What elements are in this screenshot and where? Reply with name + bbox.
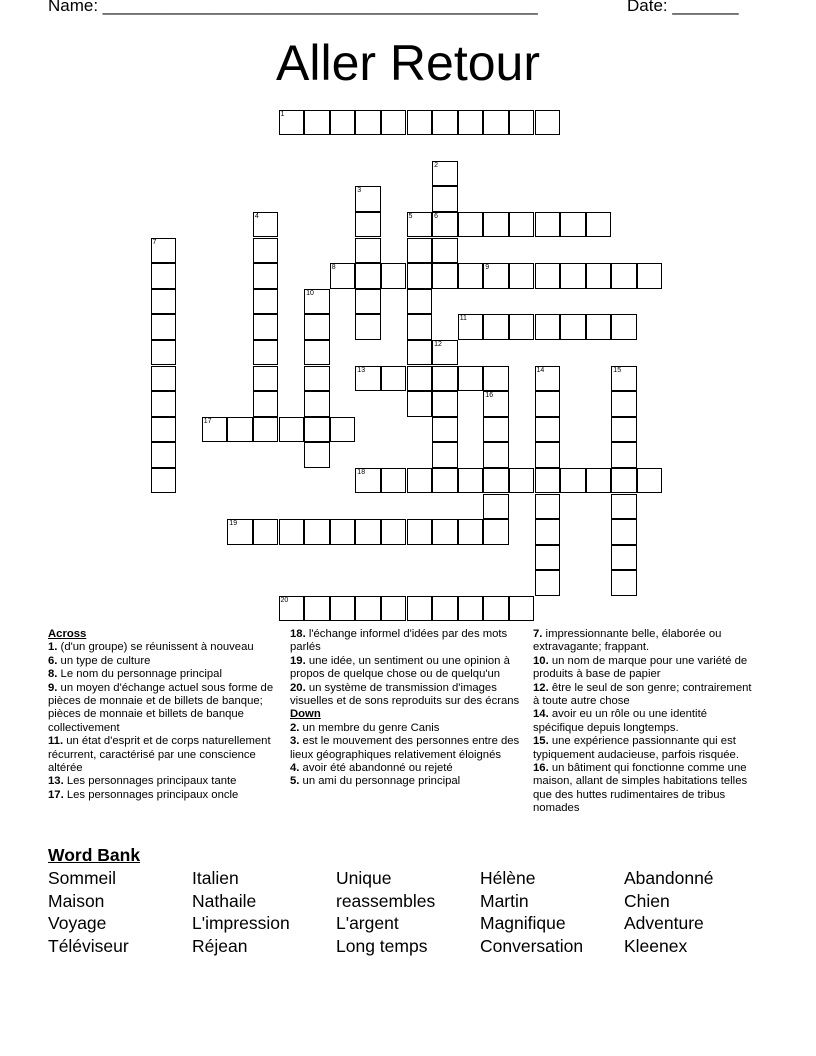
crossword-cell[interactable] (586, 212, 612, 238)
crossword-cell[interactable] (509, 110, 535, 136)
crossword-cell[interactable] (432, 391, 458, 417)
clue-text: un membre du genre Canis (299, 721, 440, 734)
clue-item (290, 762, 525, 775)
clue-number: 12. (533, 681, 549, 694)
crossword-cell[interactable] (151, 340, 177, 366)
clue-number: 20. (290, 681, 306, 694)
crossword-cell[interactable] (611, 314, 637, 340)
clue-text: avoir été abandonné ou rejeté (299, 762, 453, 775)
crossword-cell[interactable] (560, 314, 586, 340)
word-bank-word: Kleenex (624, 935, 688, 956)
crossword-cell[interactable] (407, 391, 433, 417)
crossword-cell[interactable] (483, 391, 509, 417)
clue-text: un bâtiment qui fonctionne comme une maison, allant de simples habitations telles que des huttes rudimentaires de tribus nomades (533, 762, 748, 815)
crossword-cell[interactable] (560, 468, 586, 494)
clue-number: 9. (48, 681, 58, 694)
word-bank-word: Unique (336, 868, 392, 888)
crossword-cell[interactable] (381, 366, 407, 392)
crossword-cell[interactable] (535, 519, 561, 545)
word-bank-word: L'impression (192, 913, 290, 933)
crossword-cell[interactable] (355, 519, 381, 545)
crossword-cell[interactable] (509, 314, 535, 340)
crossword-cell[interactable] (483, 110, 509, 136)
clue-text: un type de culture (57, 654, 151, 667)
clues-column-2 (290, 628, 525, 789)
clue-text: est le mouvement des personnes entre des lieux géographiques relativement éloignés (290, 735, 520, 761)
clue-text: avoir eu un rôle ou une identité spécifique depuis longtemps. (533, 708, 707, 734)
clue-item (533, 628, 758, 655)
word-bank-word: Chien (624, 890, 670, 911)
crossword-cell[interactable] (483, 442, 509, 468)
crossword-cell[interactable] (355, 212, 381, 238)
crossword-cell[interactable] (330, 417, 356, 443)
crossword-cell[interactable] (151, 314, 177, 340)
word-bank-word: Sommeil (48, 868, 117, 888)
clue-number-label: 18 (357, 468, 366, 476)
crossword-cell[interactable] (535, 263, 561, 289)
clue-number: 2. (290, 721, 300, 734)
crossword-cell[interactable] (458, 468, 484, 494)
word-bank-word: Martin (480, 890, 529, 911)
clue-number: 11. (48, 735, 64, 748)
crossword-cell[interactable] (535, 391, 561, 417)
crossword-cell[interactable] (151, 468, 177, 494)
crossword-cell[interactable] (253, 417, 279, 443)
crossword-cell[interactable] (304, 391, 330, 417)
crossword-cell[interactable] (483, 468, 509, 494)
crossword-cell[interactable] (407, 596, 433, 622)
word-bank-word: Réjean (192, 935, 248, 956)
clue-item (48, 789, 278, 802)
crossword-cell[interactable] (535, 442, 561, 468)
word-bank-word: Adventure (624, 913, 704, 933)
crossword-cell[interactable] (432, 417, 458, 443)
word-bank-word: Voyage (48, 913, 107, 933)
clue-number: 3. (290, 735, 300, 748)
crossword-cell[interactable] (611, 442, 637, 468)
clue-number: 19. (290, 654, 306, 667)
crossword-cell[interactable] (151, 289, 177, 315)
clue-number: 16. (533, 762, 549, 775)
name-field-line: Name: ______________________________________________ (48, 0, 538, 15)
crossword-cell[interactable] (535, 545, 561, 571)
clue-text: (d'un groupe) se réunissent à nouveau (57, 641, 254, 654)
clue-number-label: 6 (434, 212, 438, 220)
crossword-cell[interactable] (304, 596, 330, 622)
date-field-line: Date: _______ (627, 0, 739, 15)
crossword-cell[interactable] (535, 212, 561, 238)
crossword-cell[interactable] (458, 519, 484, 545)
clue-number-label: 5 (408, 212, 413, 220)
clue-number-label: 20 (280, 596, 289, 604)
crossword-cell[interactable] (432, 263, 458, 289)
crossword-cell[interactable] (586, 263, 612, 289)
clue-item (533, 682, 758, 709)
clue-number-label: 17 (203, 417, 212, 425)
crossword-cell[interactable] (227, 417, 253, 443)
crossword-cell[interactable] (458, 110, 484, 136)
crossword-cell[interactable] (458, 596, 484, 622)
crossword-cell[interactable] (355, 596, 381, 622)
crossword-cell[interactable] (560, 263, 586, 289)
page-title: Aller Retour (276, 35, 540, 91)
crossword-cell[interactable] (330, 263, 356, 289)
clue-number-label: 11 (459, 315, 467, 323)
word-bank-title: Word Bank (48, 845, 141, 865)
crossword-cell[interactable] (407, 468, 433, 494)
clue-text: un nom de marque pour une variété de produits à base de papier (533, 654, 748, 681)
crossword-cell[interactable] (304, 442, 330, 468)
crossword-cell[interactable] (355, 263, 381, 289)
crossword-cell[interactable] (330, 110, 356, 136)
crossword-cell[interactable] (611, 468, 637, 494)
clue-item (533, 655, 758, 682)
clue-number: 17. (48, 788, 64, 801)
crossword-cell[interactable] (355, 110, 381, 136)
crossword-cell[interactable] (381, 468, 407, 494)
crossword-cell[interactable] (227, 519, 253, 545)
crossword-cell[interactable] (458, 263, 484, 289)
clue-item (533, 762, 758, 816)
clue-text: une idée, un sentiment ou une opinion à propos de quelque chose ou de quelqu'un (290, 654, 510, 681)
crossword-cell[interactable] (253, 391, 279, 417)
crossword-cell[interactable] (535, 314, 561, 340)
clue-item (48, 641, 278, 654)
clue-number: 15. (533, 735, 549, 748)
crossword-cell[interactable] (253, 314, 279, 340)
crossword-cell[interactable] (483, 366, 509, 392)
clue-number: 10. (533, 654, 549, 667)
clue-text: un moyen d'échange actuel sous forme de pièces de monnaie et de billets de banque; pièces de monnaie et billets de banque collectivement (48, 681, 274, 734)
crossword-cell[interactable] (509, 596, 535, 622)
crossword-cell[interactable] (253, 238, 279, 264)
clue-number-label: 10 (306, 289, 314, 297)
crossword-cell[interactable] (432, 468, 458, 494)
crossword-cell[interactable] (253, 519, 279, 545)
crossword-cell[interactable] (151, 391, 177, 417)
crossword-cell[interactable] (432, 238, 458, 264)
crossword-cell[interactable] (304, 417, 330, 443)
crossword-cell[interactable] (535, 110, 561, 136)
crossword-cell[interactable] (509, 468, 535, 494)
crossword-cell[interactable] (407, 289, 433, 315)
crossword-cell[interactable] (407, 519, 433, 545)
crossword-cell[interactable] (611, 519, 637, 545)
clue-number-label: 1 (280, 110, 285, 118)
crossword-cell[interactable] (151, 263, 177, 289)
crossword-cell[interactable] (586, 314, 612, 340)
clue-item (48, 775, 278, 788)
crossword-cell[interactable] (355, 186, 381, 212)
crossword-cell[interactable] (483, 212, 509, 238)
crossword-cell[interactable] (535, 417, 561, 443)
crossword-cell[interactable] (432, 596, 458, 622)
word-bank-word: Nathaile (192, 890, 257, 911)
crossword-cell[interactable] (151, 366, 177, 392)
clue-number-label: 12 (434, 340, 442, 348)
crossword-cell[interactable] (253, 366, 279, 392)
crossword-cell[interactable] (458, 212, 484, 238)
word-bank-word: Long temps (336, 935, 428, 956)
word-bank-word: reassembles (336, 890, 436, 911)
clue-text: un état d'esprit et de corps naturellement récurrent, caractérisé par une conscience altérée (48, 735, 271, 775)
clues-column-3 (533, 628, 758, 816)
word-bank-word: Conversation (480, 935, 584, 956)
crossword-cell[interactable] (151, 442, 177, 468)
word-bank-word: Hélène (480, 868, 536, 888)
crossword-cell[interactable] (637, 263, 663, 289)
clue-text: un ami du personnage principal (299, 775, 461, 788)
crossword-cell[interactable] (304, 314, 330, 340)
crossword-cell[interactable] (381, 519, 407, 545)
clue-number-label: 9 (485, 264, 490, 272)
crossword-cell[interactable] (535, 468, 561, 494)
crossword-cell[interactable] (483, 596, 509, 622)
clue-number-label: 15 (613, 366, 622, 374)
clue-item (48, 655, 278, 668)
clue-text: impressionnante belle, élaborée ou extravagante; frappant. (533, 628, 722, 654)
clue-text: Les personnages principaux tante (63, 775, 237, 788)
word-bank-word: Abandonné (624, 868, 714, 888)
word-bank-word: Magnifique (480, 913, 566, 933)
crossword-cell[interactable] (407, 238, 433, 264)
clue-number-label: 2 (434, 161, 438, 169)
crossword-cell[interactable] (483, 263, 509, 289)
clue-number-label: 7 (152, 238, 157, 246)
crossword-cell[interactable] (253, 340, 279, 366)
crossword-cell[interactable] (611, 417, 637, 443)
clue-item (533, 735, 758, 762)
crossword-cell[interactable] (330, 596, 356, 622)
word-bank-word: L'argent (336, 913, 399, 933)
crossword-cell[interactable] (355, 468, 381, 494)
crossword-cell[interactable] (304, 289, 330, 315)
crossword-cell[interactable] (637, 468, 663, 494)
clue-number: 1. (48, 641, 58, 654)
clue-text: un système de transmission d'images visuelles et de sons reproduits sur des écrans (290, 681, 520, 708)
crossword-cell[interactable] (279, 110, 305, 136)
crossword-cell[interactable] (535, 570, 561, 596)
crossword-cell[interactable] (611, 494, 637, 520)
crossword-cell[interactable] (509, 212, 535, 238)
crossword-cell[interactable] (611, 366, 637, 392)
crossword-cell[interactable] (458, 314, 484, 340)
crossword-cell[interactable] (432, 366, 458, 392)
crossword-cell[interactable] (407, 366, 433, 392)
clue-number: 8. (48, 668, 58, 681)
crossword-cell[interactable] (202, 417, 228, 443)
crossword-cell[interactable] (535, 494, 561, 520)
crossword-cell[interactable] (381, 596, 407, 622)
crossword-cell[interactable] (151, 238, 177, 264)
crossword-cell[interactable] (535, 366, 561, 392)
crossword-cell[interactable] (432, 519, 458, 545)
clue-number-label: 3 (357, 187, 362, 195)
crossword-cell[interactable] (407, 212, 433, 238)
clue-item (290, 628, 525, 655)
crossword-cell[interactable] (483, 417, 509, 443)
clue-item (290, 775, 525, 788)
clue-number-label: 16 (485, 392, 494, 400)
crossword-cell[interactable] (560, 212, 586, 238)
crossword-cell[interactable] (304, 519, 330, 545)
word-bank-word: Téléviseur (48, 935, 129, 956)
clue-item (290, 682, 525, 709)
clue-text: Les personnages principaux oncle (63, 788, 239, 801)
crossword-cell[interactable] (253, 212, 279, 238)
crossword-cell[interactable] (611, 263, 637, 289)
crossword-cell[interactable] (483, 519, 509, 545)
clue-number: 13. (48, 775, 64, 788)
crossword-cell[interactable] (355, 289, 381, 315)
clue-item (290, 722, 525, 735)
crossword-cell[interactable] (611, 391, 637, 417)
crossword-cell[interactable] (304, 366, 330, 392)
crossword-cell[interactable] (432, 340, 458, 366)
clue-text: être le seul de son genre; contrairement à toute autre chose (533, 681, 752, 708)
crossword-cell[interactable] (407, 263, 433, 289)
clues-column-1 (48, 628, 278, 802)
clue-item (290, 735, 525, 762)
clue-section-heading: Down (290, 708, 321, 721)
crossword-cell[interactable] (458, 366, 484, 392)
clue-number-label: 14 (536, 366, 545, 374)
clue-number: 18. (290, 628, 306, 640)
crossword-cell[interactable] (432, 161, 458, 187)
word-bank-word: Italien (192, 868, 239, 888)
clue-item (48, 682, 278, 736)
crossword-cell[interactable] (355, 366, 381, 392)
crossword-cell[interactable] (355, 238, 381, 264)
clue-text: l'échange informel d'idées par des mots parlés (290, 628, 508, 654)
crossword-cell[interactable] (253, 289, 279, 315)
crossword-cell[interactable] (355, 314, 381, 340)
crossword-cell[interactable] (304, 110, 330, 136)
crossword-cell[interactable] (432, 110, 458, 136)
clue-number: 4. (290, 762, 300, 775)
clue-number-label: 4 (254, 212, 259, 220)
crossword-cell[interactable] (483, 494, 509, 520)
clue-number: 5. (290, 775, 300, 788)
crossword-cell[interactable] (432, 442, 458, 468)
clue-number-label: 8 (331, 264, 336, 272)
clue-item (48, 735, 278, 775)
clue-number: 6. (48, 654, 58, 667)
crossword-cell[interactable] (407, 340, 433, 366)
clue-item (48, 668, 278, 681)
crossword-cell[interactable] (253, 263, 279, 289)
crossword-cell[interactable] (509, 263, 535, 289)
crossword-cell[interactable] (151, 417, 177, 443)
clue-number: 14. (533, 708, 549, 721)
crossword-cell[interactable] (381, 110, 407, 136)
crossword-cell[interactable] (611, 545, 637, 571)
clue-section-heading: Across (48, 628, 87, 640)
clue-text: une expérience passionnante qui est typiquement audacieuse, parfois risquée. (533, 735, 739, 761)
clue-item (290, 655, 525, 682)
crossword-cell[interactable] (279, 596, 305, 622)
crossword-cell[interactable] (432, 186, 458, 212)
crossword-cell[interactable] (611, 570, 637, 596)
crossword-cell[interactable] (330, 519, 356, 545)
clue-number-label: 13 (357, 366, 366, 374)
crossword-cell[interactable] (407, 314, 433, 340)
crossword-cell[interactable] (304, 340, 330, 366)
word-bank-word: Maison (48, 890, 105, 911)
clue-item (533, 708, 758, 735)
clue-number: 7. (533, 628, 543, 640)
crossword-cell[interactable] (381, 263, 407, 289)
crossword-cell[interactable] (279, 519, 305, 545)
crossword-cell[interactable] (432, 212, 458, 238)
crossword-cell[interactable] (483, 314, 509, 340)
clue-number-label: 19 (229, 520, 238, 528)
crossword-cell[interactable] (407, 110, 433, 136)
crossword-cell[interactable] (279, 417, 305, 443)
crossword-cell[interactable] (586, 468, 612, 494)
clue-text: Le nom du personnage principal (57, 668, 222, 681)
